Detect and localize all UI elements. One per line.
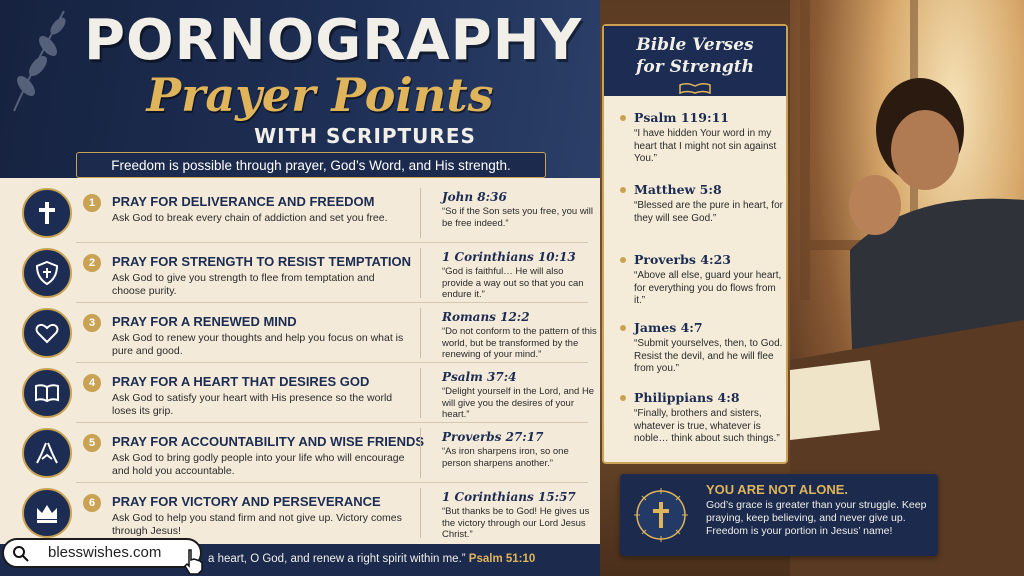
- verse-text: “Blessed are the pure in heart, for they will see God.”: [634, 200, 783, 224]
- verse-text: “So if the Son sets you free, you will be free indeed.”: [442, 206, 594, 229]
- verse-text: “Delight yourself in the Lord, and He will give you the desires of your heart.”: [442, 386, 595, 420]
- prayer-row: [0, 184, 600, 242]
- prayer-title: PRAY FOR VICTORY AND PERSEVERANCE: [112, 494, 381, 509]
- divider: [420, 488, 421, 538]
- prayer-row: [0, 304, 600, 362]
- prayer-number: 6: [83, 494, 101, 512]
- prayer-row: [0, 424, 600, 482]
- prayer-row: [0, 484, 600, 542]
- verse-text: “I have hidden Your word in my heart that I might not sin against You.”: [634, 128, 777, 164]
- prayer-points-list: [0, 184, 600, 544]
- verse-item: [618, 320, 783, 376]
- verse-reference: John 8:36: [442, 190, 507, 204]
- prayer-row: [0, 244, 600, 302]
- search-input-text: blesswishes.com: [48, 544, 162, 561]
- divider: [420, 428, 421, 478]
- olive-branch-icon: [4, 6, 74, 116]
- prayer-number: 1: [83, 194, 101, 212]
- verse-reference: 1 Corinthians 15:57: [442, 490, 576, 504]
- verse-reference: James 4:7: [618, 320, 783, 335]
- divider: [420, 188, 421, 238]
- verse-item: [618, 182, 783, 225]
- open-book-icon: [678, 82, 712, 94]
- verse-item: [618, 390, 783, 446]
- verse-text: “Submit yourselves, then, to God. Resist the devil, and he will flee from you.”: [634, 338, 783, 374]
- prayer-description: Ask God to give you strength to flee from temptation and choose purity.: [112, 272, 375, 297]
- divider: [420, 248, 421, 298]
- verse-text: “Finally, brothers and sisters, whatever is true, whatever is noble… think about such things.”: [634, 408, 780, 444]
- prayer-number: 2: [83, 254, 101, 272]
- verse-text: “God is faithful… He will also provide a way out so that you can endure it.”: [442, 266, 584, 300]
- verse-reference: Psalm 119:11: [618, 110, 783, 125]
- prayer-description: Ask God to satisfy your heart with His presence so the world loses its grip.: [112, 392, 393, 417]
- verse-reference: Proverbs 4:23: [618, 252, 783, 267]
- verse-text: “Above all else, guard your heart, for everything you do flows from it.”: [634, 270, 782, 306]
- prayer-number: 3: [83, 314, 101, 332]
- crown-icon: [22, 488, 72, 538]
- panel-title-line1: Bible Verses: [636, 35, 754, 55]
- verse-text: “Do not conform to the pattern of this world, but be transformed by the renewing of your mind.”: [442, 326, 597, 360]
- verse-text: “As iron sharpens iron, so one person sharpens another.”: [442, 446, 569, 469]
- not-alone-text: God’s grace is greater than your struggle. Keep praying, keep believing, and never give up. Freedom is your portion in Jesus’ name!: [706, 499, 927, 537]
- prayer-description: Ask God to break every chain of addiction and set you free.: [112, 212, 388, 224]
- verse-item: [618, 252, 783, 308]
- prayer-row: [0, 364, 600, 422]
- verse-reference: Proverbs 27:17: [442, 430, 544, 444]
- tagline-banner: Freedom is possible through prayer, God’s Word, and His strength.: [76, 152, 546, 178]
- radiant-cross-icon: [632, 486, 690, 544]
- verse-reference: 1 Corinthians 10:13: [442, 250, 576, 264]
- prayer-description: Ask God to bring godly people into your life who will encourage and hold you accountable.: [112, 452, 405, 477]
- prayer-title: PRAY FOR A RENEWED MIND: [112, 314, 297, 329]
- bottom-verse-reference: Psalm 51:10: [468, 553, 536, 565]
- verse-reference: Matthew 5:8: [618, 182, 783, 197]
- prayer-title: PRAY FOR A HEART THAT DESIRES GOD: [112, 374, 370, 389]
- prayer-title: PRAY FOR STRENGTH TO RESIST TEMPTATION: [112, 254, 412, 269]
- verse-item: [618, 110, 783, 166]
- page-subtitle: WITH SCRIPTURES: [254, 124, 476, 148]
- prayer-description: Ask God to help you stand firm and not give up. Victory comes through Jesus!: [112, 512, 402, 537]
- praying-hands-icon: [22, 428, 72, 478]
- prayer-title: PRAY FOR ACCOUNTABILITY AND WISE FRIENDS: [112, 434, 425, 449]
- not-alone-card: [620, 474, 938, 556]
- not-alone-title: YOU ARE NOT ALONE.: [706, 482, 849, 497]
- bottom-verse: [208, 553, 535, 565]
- verse-reference: Philippians 4:8: [618, 390, 783, 405]
- panel-title-line2: for Strength: [636, 57, 754, 77]
- open-book-icon: [22, 368, 72, 418]
- prayer-number: 5: [83, 434, 101, 452]
- divider: [420, 368, 421, 418]
- cross-icon: [22, 188, 72, 238]
- verse-reference: Romans 12:2: [442, 310, 530, 324]
- divider: [420, 308, 421, 358]
- search-box[interactable]: [2, 538, 202, 568]
- shield-icon: [22, 248, 72, 298]
- hand-cursor-icon: [180, 548, 208, 576]
- page-title: PORNOGRAPHY: [84, 8, 583, 73]
- bible-verses-panel: [602, 24, 788, 464]
- verse-text: “But thanks be to God! He gives us the victory through our Lord Jesus Christ.”: [442, 506, 590, 540]
- prayer-number: 4: [83, 374, 101, 392]
- verse-reference: Psalm 37:4: [442, 370, 517, 384]
- heart-icon: [22, 308, 72, 358]
- panel-title: [604, 34, 786, 78]
- panel-header: [604, 26, 786, 96]
- prayer-description: Ask God to renew your thoughts and help you focus on what is pure and good.: [112, 332, 404, 357]
- page-script-title: Prayer Points: [146, 68, 494, 122]
- prayer-title: PRAY FOR DELIVERANCE AND FREEDOM: [112, 194, 375, 209]
- search-icon: [12, 545, 30, 563]
- bottom-verse-text: a heart, O God, and renew a right spirit within me.”: [208, 553, 466, 565]
